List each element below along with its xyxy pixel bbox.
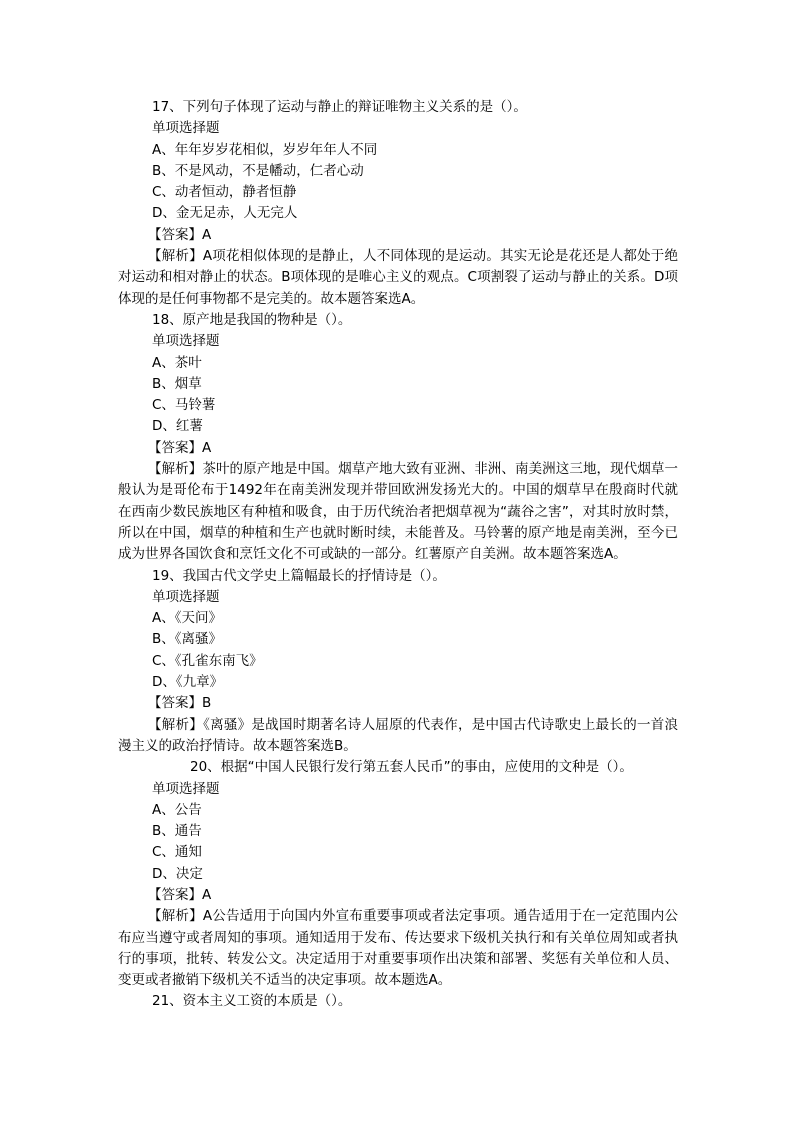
option-c: C、《孔雀东南飞》 — [152, 652, 263, 669]
option-d: D、金无足赤，人无完人 — [152, 205, 298, 222]
answer: 【答案】A — [148, 886, 212, 903]
question-19 — [118, 566, 678, 758]
option-a: A、公告 — [152, 801, 202, 818]
analysis: 【解析】茶叶的原产地是中国。烟草产地大致有亚洲、非洲、南美洲这三地，现代烟草一般认为是哥伦布于1492年在南美洲发现并带回欧洲发扬光大的。中国的烟草早在殷商时代就在西南少数民族地区有种植和吸食，由于历代统治者把烟草视为“蔬谷之害”，对其时放时禁，所以在中国，烟草的种植和生产也就时断时续，未能普及。马铃薯的原产地是南美洲，至今已成为世界各国饮食和烹饪文化不可或缺的一部分。红薯原产自美洲。故本题答案选A。 — [118, 461, 678, 563]
question-type: 单项选择题 — [152, 588, 220, 605]
option-c: C、通知 — [152, 844, 202, 861]
option-b: B、烟草 — [152, 375, 202, 392]
question-text: 18、原产地是我国的物种是（）。 — [152, 311, 352, 328]
answer: 【答案】A — [148, 439, 212, 456]
question-text: 19、我国古代文学史上篇幅最长的抒情诗是（）。 — [152, 567, 446, 584]
option-a: A、年年岁岁花相似，岁岁年年人不同 — [152, 141, 378, 158]
question-21 — [118, 991, 678, 1012]
question-text: 21、资本主义工资的本质是（）。 — [152, 993, 352, 1010]
document-page — [118, 97, 678, 1013]
option-c: C、动者恒动，静者恒静 — [152, 184, 297, 201]
question-type: 单项选择题 — [152, 780, 220, 797]
question-text: 17、下列句子体现了运动与静止的辩证唯物主义关系的是（）。 — [152, 99, 527, 115]
option-c: C、马铃薯 — [152, 397, 216, 414]
option-d: D、决定 — [152, 865, 203, 882]
answer: 【答案】A — [148, 226, 212, 243]
analysis: 【解析】A公告适用于向国内外宣布重要事项或者法定事项。通告适用于在一定范围内公布应当遵守或者周知的事项。通知适用于发布、传达要求下级机关执行和有关单位周知或者执行的事项，批转、转发公文。决定适用于对重要事项作出决策和部署、奖惩有关单位和人员、变更或者撤销下级机关不适当的决定事项。故本题选A。 — [118, 908, 678, 989]
option-d: D、红薯 — [152, 418, 203, 435]
option-d: D、《九章》 — [152, 674, 224, 691]
option-a: A、茶叶 — [152, 354, 202, 371]
question-17 — [118, 97, 678, 310]
question-18 — [118, 310, 678, 566]
question-20 — [118, 757, 678, 991]
question-type: 单项选择题 — [152, 120, 220, 137]
analysis: 【解析】A项花相似体现的是静止，人不同体现的是运动。其实无论是花还是人都处于绝对运动和相对静止的状态。B项体现的是唯心主义的观点。C项割裂了运动与静止的关系。D项体现的是任何事物都不是完美的。故本题答案选A。 — [118, 248, 678, 307]
question-text: 20、根据“中国人民银行发行第五套人民币”的事由，应使用的文种是（）。 — [190, 759, 633, 776]
option-b: B、不是风动，不是幡动，仁者心动 — [152, 162, 364, 179]
option-b: B、通告 — [152, 823, 202, 840]
answer: 【答案】B — [148, 695, 212, 712]
option-a: A、《天问》 — [152, 610, 222, 627]
analysis: 【解析】《离骚》是战国时期著名诗人屈原的代表作，是中国古代诗歌史上最长的一首浪漫主义的政治抒情诗。故本题答案选B。 — [118, 716, 678, 754]
question-type: 单项选择题 — [152, 333, 220, 350]
option-b: B、《离骚》 — [152, 631, 223, 648]
